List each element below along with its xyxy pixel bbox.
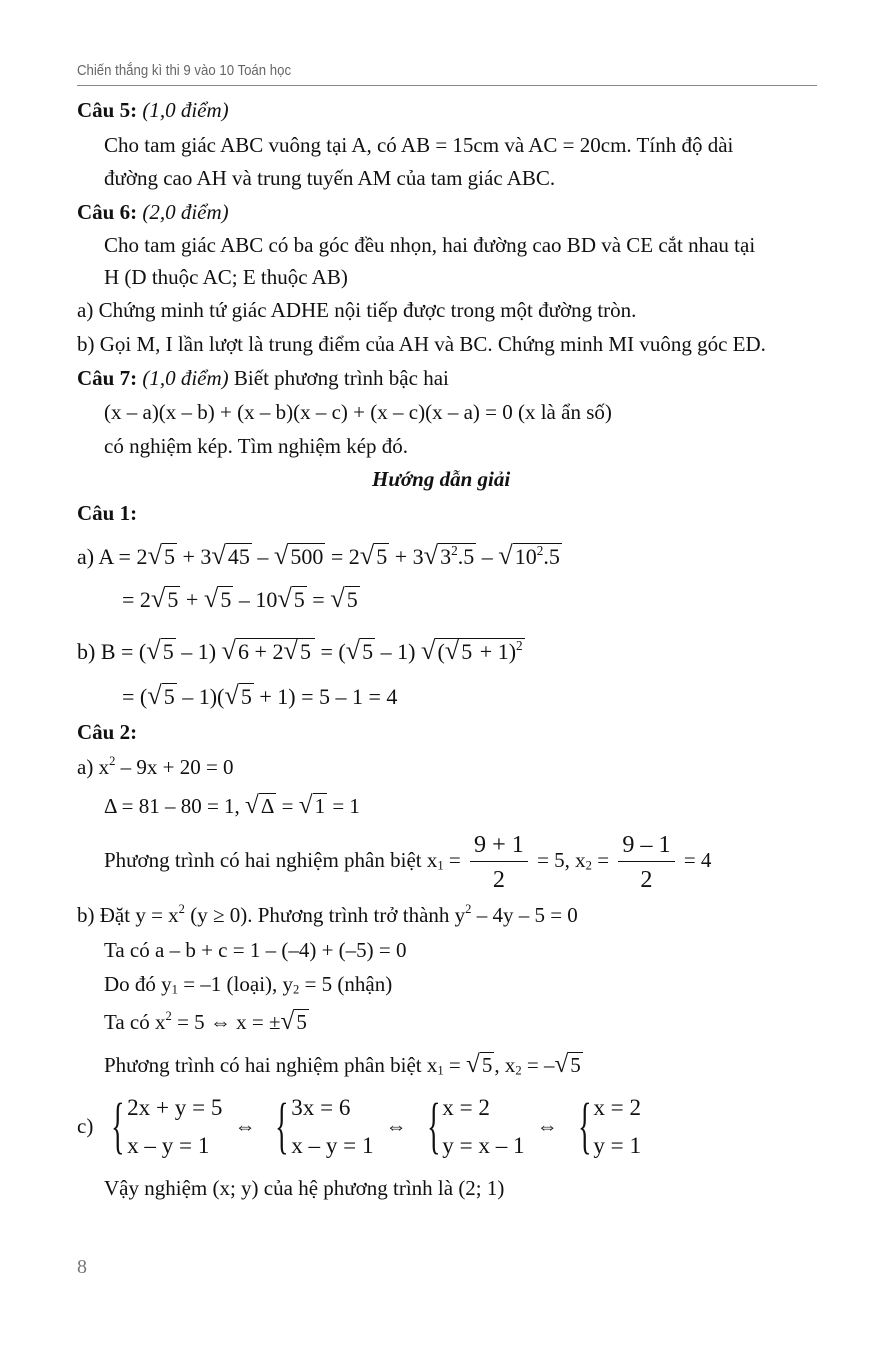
q7-label: Câu 7: <box>77 366 138 390</box>
math-text: (y ≥ 0). Phương trình trở thành y <box>184 903 466 927</box>
math-text: b) B = ( <box>77 639 147 664</box>
math-text: 9 – 1 <box>618 831 674 862</box>
math-text: ⇔ <box>536 1114 558 1138</box>
math-text: + 3 <box>389 544 424 569</box>
math-text <box>291 1088 373 1164</box>
math-text: 1 <box>437 858 444 873</box>
math-text: 10 <box>514 544 537 569</box>
math-text <box>274 541 325 571</box>
fraction <box>470 831 528 894</box>
s2-c-result: Vậy nghiệm (x; y) của hệ phương trình là (2; 1) <box>104 1176 505 1200</box>
q7-points: (1,0 điểm) <box>142 366 229 390</box>
math-text: 2 <box>492 865 505 893</box>
math-text: { <box>426 1092 441 1160</box>
s2-b-line2: Ta có a – b + c = 1 – (–4) + (–5) = 0 <box>104 938 407 962</box>
running-header: Chiến thắng kì thi 9 vào 10 Toán học <box>77 62 292 79</box>
radical-sign: √ <box>150 583 166 613</box>
math-text: + 1) = 5 – 1 = 4 <box>253 684 398 709</box>
math-text: x = 2 <box>442 1094 490 1120</box>
fraction <box>618 831 674 894</box>
math-text: 2 <box>109 754 116 769</box>
radical-sign: √ <box>423 540 439 570</box>
math-text: = –1 (loại), y <box>177 972 294 996</box>
math-text: Δ <box>260 794 275 818</box>
math-text <box>554 1051 582 1079</box>
math-text: – <box>251 544 274 569</box>
math-text: = 5 (nhận) <box>299 972 393 996</box>
math-text: 5 <box>167 587 179 612</box>
math-text: a) x <box>77 755 110 779</box>
math-text: = <box>591 848 615 872</box>
q6-line1: Cho tam giác ABC có ba góc đều nhọn, hai đường cao BD và CE cắt nhau tại <box>104 233 756 257</box>
math-text <box>281 1008 309 1036</box>
math-text <box>498 541 562 571</box>
math-text: y = x – 1 <box>442 1132 525 1158</box>
math-text: 5 <box>376 544 388 569</box>
math-text: Do đó y <box>104 972 172 996</box>
s1-b-line1 <box>77 636 525 666</box>
math-text: 2 <box>451 542 458 558</box>
radical-sign: √ <box>224 680 239 710</box>
math-text: Δ = 81 – 80 = 1, <box>104 794 246 818</box>
math-text: – 1) <box>375 639 416 664</box>
math-text <box>147 541 176 571</box>
math-text: – 4y – 5 = 0 <box>471 903 578 927</box>
math-text <box>224 681 253 711</box>
q7-line3: có nghiệm kép. Tìm nghiệm kép đó. <box>104 434 409 458</box>
math-text: Ta có x <box>104 1010 166 1034</box>
math-text: – 1)( <box>176 684 225 709</box>
q7-heading <box>77 364 449 392</box>
math-text: 3 <box>440 544 452 569</box>
math-text: – <box>481 544 493 569</box>
math-text: = ( <box>122 684 148 709</box>
q6-points: (2,0 điểm) <box>142 200 229 224</box>
radical-sign: √ <box>466 1051 480 1078</box>
math-text <box>435 635 524 665</box>
radical-sign: √ <box>554 1051 569 1078</box>
radical-sign: √ <box>211 540 226 570</box>
math-text: = 5 ⇔ x = ± <box>171 1010 281 1034</box>
math-text: 2 <box>165 1009 172 1024</box>
math-text: .5 <box>543 544 560 569</box>
math-text: , x <box>494 1053 516 1077</box>
math-text <box>330 584 359 614</box>
math-text <box>146 636 175 666</box>
math-text: ⇔ <box>234 1114 256 1138</box>
q6-heading <box>77 198 229 226</box>
math-text: = 5, x <box>531 848 586 872</box>
math-text <box>283 636 312 666</box>
math-text: { <box>577 1092 592 1160</box>
math-text <box>346 636 375 666</box>
s2-a-line1 <box>77 753 234 781</box>
math-text <box>360 541 389 571</box>
radical-sign: √ <box>147 680 162 710</box>
equation-system <box>570 1088 641 1164</box>
radical-sign: √ <box>273 540 289 570</box>
radical-sign: √ <box>330 583 345 613</box>
math-text: 5 <box>163 544 175 569</box>
math-text: 9 + 1 <box>470 831 528 862</box>
page-number: 8 <box>77 1256 87 1278</box>
math-text: 2 <box>293 982 300 997</box>
math-text: 2 <box>516 637 523 653</box>
math-text: 3x = 6 <box>291 1094 351 1120</box>
q7-intro: Biết phương trình bậc hai <box>228 366 449 390</box>
math-text: 5 <box>481 1053 493 1077</box>
radical-sign: √ <box>146 635 161 665</box>
math-text: y = 1 <box>593 1132 642 1158</box>
q5-heading <box>77 96 229 124</box>
math-text: 6 + 2 <box>238 639 284 664</box>
q6-part-a: a) Chứng minh tứ giác ADHE nội tiếp được trong một đường tròn. <box>77 298 637 322</box>
math-text: 1 <box>171 982 178 997</box>
equation-system <box>103 1088 222 1164</box>
math-text: = 2 <box>325 544 360 569</box>
math-text: 5 <box>240 684 252 709</box>
math-text <box>299 792 327 820</box>
radical-sign: √ <box>277 583 292 613</box>
math-text: 2 <box>465 902 472 917</box>
math-text: 5 <box>570 1053 581 1077</box>
math-text: + 1) <box>474 639 517 664</box>
math-text <box>442 1088 524 1164</box>
math-text: 2x + y = 5 <box>127 1094 223 1120</box>
math-text <box>222 636 315 666</box>
radical-sign: √ <box>203 583 219 613</box>
math-text <box>147 681 176 711</box>
math-text: – 9x + 20 = 0 <box>115 755 234 779</box>
math-text <box>466 1051 494 1079</box>
s1-b-line2 <box>122 681 397 711</box>
math-text: { <box>111 1092 125 1160</box>
q5-points: (1,0 điểm) <box>142 98 229 122</box>
math-text: a) A = 2 <box>77 544 148 569</box>
radical-sign: √ <box>345 635 361 665</box>
math-text: = <box>306 587 331 612</box>
math-text: x – y = 1 <box>291 1132 374 1158</box>
math-text: ( <box>437 639 445 664</box>
math-text: x = 2 <box>593 1094 642 1120</box>
math-text: 5 <box>163 684 175 709</box>
math-text: 2 <box>178 902 185 917</box>
math-text: 5 <box>296 1010 307 1034</box>
solution-title: Hướng dẫn giải <box>372 467 511 491</box>
math-text: = 2 <box>122 587 151 612</box>
math-text: + <box>180 587 204 612</box>
math-text: 5 <box>293 587 305 612</box>
radical-sign: √ <box>444 635 460 665</box>
q7-equation: (x – a)(x – b) + (x – b)(x – c) + (x – c)(x – a) = 0 (x là ẩn số) <box>104 400 612 424</box>
radical-sign: √ <box>221 635 237 665</box>
equation-system <box>267 1088 373 1164</box>
q5-line1: Cho tam giác ABC vuông tại A, có AB = 15cm và AC = 20cm. Tính độ dài <box>104 133 734 157</box>
math-text: x – y = 1 <box>127 1132 210 1158</box>
math-text: 5 <box>461 639 473 664</box>
math-text: 5 <box>220 587 232 612</box>
s2-b-line3 <box>104 970 392 998</box>
math-text <box>438 543 476 569</box>
radical-sign: √ <box>147 540 162 570</box>
math-text: Phương trình có hai nghiệm phân biệt x <box>104 848 438 872</box>
header-rule <box>77 85 817 86</box>
math-text: = – <box>521 1053 555 1077</box>
math-text <box>127 1088 222 1164</box>
math-text: = <box>443 848 466 872</box>
math-text: 5 <box>346 587 358 612</box>
math-text <box>424 541 477 571</box>
q6-part-b: b) Gọi M, I lần lượt là trung điểm của AH và BC. Chứng minh MI vuông góc ED. <box>77 332 766 356</box>
s2-a-line2 <box>104 792 360 820</box>
radical-sign: √ <box>359 540 375 570</box>
math-text <box>593 1088 641 1164</box>
math-text <box>211 541 251 571</box>
math-text <box>245 792 276 820</box>
math-text <box>236 635 315 665</box>
math-text: 5 <box>299 639 311 664</box>
math-text <box>151 584 180 614</box>
equation-system <box>419 1088 525 1164</box>
math-text: 2 <box>536 542 544 558</box>
math-text <box>277 584 306 614</box>
math-text: = <box>443 1053 466 1077</box>
math-text: = <box>276 794 299 818</box>
s2-b-line5 <box>104 1051 583 1079</box>
s1-a-line1 <box>77 541 562 571</box>
math-text: 500 <box>290 544 324 569</box>
math-text: 5 <box>162 639 174 664</box>
math-text: = 4 <box>678 848 712 872</box>
q6-label: Câu 6: <box>77 200 138 224</box>
math-text: .5 <box>457 544 475 569</box>
math-text: – 10 <box>233 587 278 612</box>
math-text: ⇔ <box>385 1114 407 1138</box>
math-text: 1 <box>437 1063 444 1078</box>
radical-sign: √ <box>420 635 436 665</box>
math-text: { <box>275 1092 290 1160</box>
math-text: Phương trình có hai nghiệm phân biệt x <box>104 1053 438 1077</box>
s2-a-line3 <box>104 830 711 894</box>
radical-sign: √ <box>283 635 298 665</box>
q5-line2: đường cao AH và trung tuyến AM của tam giác ABC. <box>104 166 556 190</box>
radical-sign: √ <box>298 792 313 819</box>
s1-label: Câu 1: <box>77 501 138 525</box>
math-text: + 3 <box>176 544 212 569</box>
math-text: 2 <box>640 865 653 893</box>
math-text: = 1 <box>327 794 360 818</box>
math-text <box>421 636 525 666</box>
radical-sign: √ <box>245 792 259 819</box>
math-text: c) <box>77 1114 94 1138</box>
s2-c-systems <box>77 1088 647 1164</box>
math-text: = ( <box>314 639 346 664</box>
s1-a-line2 <box>122 584 360 614</box>
math-text <box>445 636 474 666</box>
math-text: 2 <box>585 858 592 873</box>
q6-line2: H (D thuộc AC; E thuộc AB) <box>104 265 348 289</box>
s2-b-line1 <box>77 901 578 929</box>
radical-sign: √ <box>280 1008 295 1035</box>
math-text <box>204 584 233 614</box>
q5-label: Câu 5: <box>77 98 138 122</box>
math-text: 45 <box>227 544 250 569</box>
s2-label: Câu 2: <box>77 720 138 744</box>
math-text: 1 <box>314 794 326 818</box>
math-text: – 1) <box>175 639 217 664</box>
s2-b-line4 <box>104 1008 309 1036</box>
radical-sign: √ <box>498 540 513 570</box>
math-text <box>513 543 562 569</box>
math-text: b) Đặt y = x <box>77 903 179 927</box>
math-text: 5 <box>362 639 374 664</box>
math-text: 2 <box>515 1063 522 1078</box>
